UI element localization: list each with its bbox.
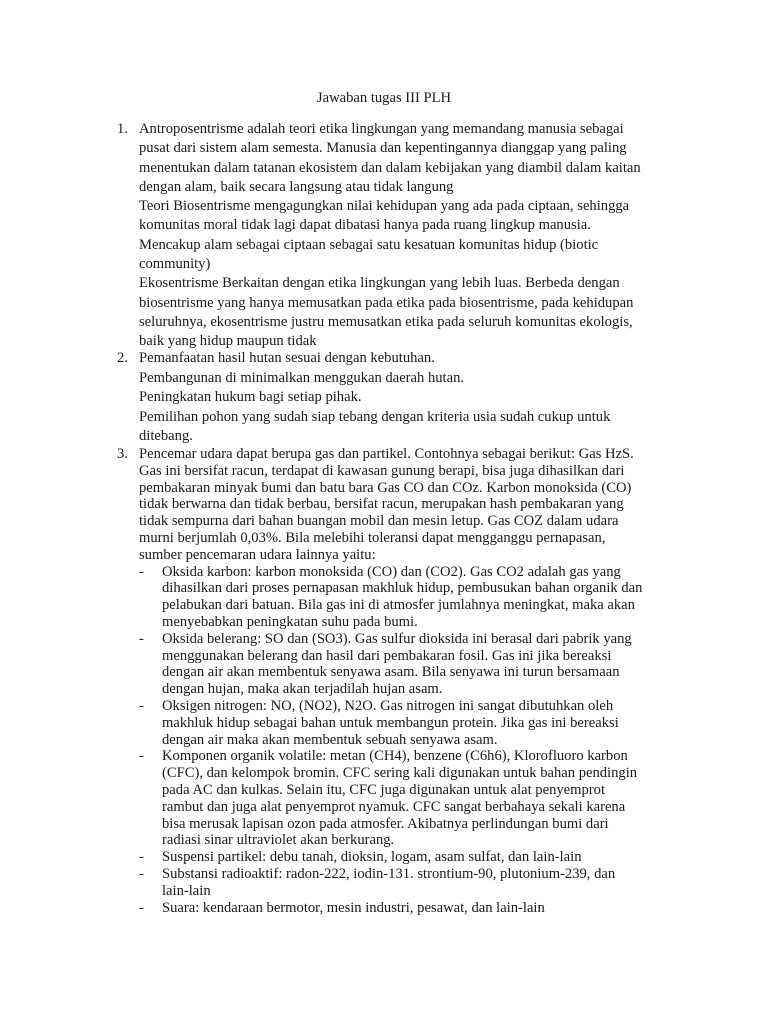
text-line: Pencemar udara dapat berupa gas dan partikel. Contohnya sebagai berikut: Gas HzS. — [139, 446, 634, 462]
paragraph-antroposentrisme — [139, 120, 679, 197]
text-line: Antroposentrisme adalah teori etika lingkungan yang memandang manusia sebagai — [139, 121, 624, 137]
item-3-body — [139, 446, 679, 916]
text-line: pelabukan dari batuan. Bila gas ini di atmosfer jumlahnya meningkat, maka akan — [162, 597, 635, 614]
text-line: Suspensi partikel: debu tanah, dioksin, logam, asam sulfat, dan lain-lain — [162, 849, 582, 866]
text-line: komunitas moral tidak lagi dapat dibatasi hanya pada ruang lingkup manusia. — [139, 217, 591, 234]
bullet-dash: - — [139, 630, 144, 647]
paragraph-ekosentrisme — [139, 274, 679, 351]
text-line: Teori Biosentrisme mengagungkan nilai kehidupan yang ada pada ciptaan, sehingga — [139, 198, 630, 215]
text-line: murni berjumlah 0,03%. Bila melebihi toleransi dapat mengganggu pernapasan, — [139, 529, 606, 546]
bullet-dash: - — [139, 899, 144, 916]
text-line: (CFC), dan kelompok bromin. CFC sering kali digunakan untuk bahan pendingin — [162, 765, 638, 782]
bullet-text — [162, 748, 682, 849]
text-line: pusat dari sistem alam semesta. Manusia dan kepentingannya dianggap yang paling — [139, 140, 627, 157]
text-line: menyebabkan peningkatan suhu pada bumi. — [162, 613, 418, 630]
text-line: Oksida karbon: karbon monoksida (CO) dan (CO2). Gas CO2 adalah gas yang — [162, 563, 621, 580]
item-number: 2. — [117, 350, 128, 366]
text-line: seluruhnya, ekosentrisme justru memusatkan etika pada seluruh komunitas ekologis, — [139, 313, 633, 330]
text-line: ditebang. — [139, 428, 193, 445]
text-line: menentukan dalam tatanan ekosistem dan dalam kebijakan yang diambil dalam kaitan — [139, 159, 641, 176]
text-line: dihasilkan dari proses pernapasan makhluk hidup, pembusukan bahan organik dan — [162, 580, 643, 597]
bullet-text — [162, 849, 682, 866]
text-line: Pemilihan pohon yang sudah siap tebang dengan kriteria usia sudah cukup untuk — [139, 408, 611, 425]
text-line: Pembangunan di minimalkan menggukan daerah hutan. — [139, 369, 465, 386]
item-2-body — [139, 349, 679, 447]
text-line: dengan alam, baik secara langsung atau tidak langung — [139, 178, 454, 195]
bullet-dash: - — [139, 849, 144, 866]
text-line: sumber pencemaran udara lainnya yaitu: — [139, 546, 376, 563]
text-line: baik yang hidup maupun tidak — [139, 333, 317, 350]
text-line: tidak berwarna dan tidak berbau, bersifat racun, merupakan hash pembakaran yang — [139, 496, 624, 513]
bullet-text — [162, 698, 682, 748]
text-line: radiasi sinar ultraviolet akan berkurang. — [162, 832, 395, 849]
text-line: Ekosentrisme Berkaitan dengan etika lingkungan yang lebih luas. Berbeda dengan — [139, 275, 620, 292]
text-line: dengan hujan, maka akan terjadilah hujan asam. — [162, 681, 443, 698]
text-line: Gas ini bersifat racun, terdapat di kawasan gunung berapi, bisa juga dihasilkan dari — [139, 462, 625, 479]
bullet-dash: - — [139, 698, 144, 714]
bullet-dash: - — [139, 866, 144, 882]
item-1-body — [139, 120, 679, 352]
text-line: Peningkatan hukum bagi setiap pihak. — [139, 389, 362, 406]
text-line: Oksida belerang: SO dan (SO3). Gas sulfur dioksida ini berasal dari pabrik yang — [162, 630, 632, 647]
bullet-dash: - — [139, 748, 144, 765]
bullet-text — [162, 866, 682, 900]
text-line: pada AC dan kulkas. Selain itu, CFC juga digunakan untuk alat penyemprot — [162, 781, 606, 798]
text-line: lain-lain — [162, 882, 211, 899]
text-line: Oksigen nitrogen: NO, (NO2), N2O. Gas nitrogen ini sangat dibutuhkan oleh — [162, 698, 614, 714]
document-title-text: Jawaban tugas III PLH — [316, 90, 452, 106]
bullet-text — [162, 900, 682, 917]
text-line: biosentrisme yang hanya memusatkan pada etika pada biosentrisme, pada kehidupan — [139, 294, 634, 311]
bullet-text — [162, 564, 682, 631]
bullet-dash: - — [139, 563, 144, 580]
text-line: pembakaran minyak bumi dan batu bara Gas CO dan COz. Karbon monoksida (CO) — [139, 479, 632, 496]
text-line: bisa merusak lapisan ozon pada atmosfer. Akibatnya perlindungan bumi dari — [162, 815, 609, 832]
text-line: dengan air maka akan membentuk sebuah senyawa asam. — [162, 731, 498, 748]
text-line: Komponen organik volatile: metan (CH4), benzene (C6h6), Klorofluoro karbon — [162, 748, 628, 765]
text-line: menggunakan belerang dan hasil dari pembakaran fosil. Gas ini jika bereaksi — [162, 647, 612, 664]
document-title — [0, 88, 768, 108]
paragraph-biosentrisme — [139, 197, 679, 274]
text-line: community) — [139, 256, 211, 273]
text-line: dengan air akan membentuk senyawa asam. Bila senyawa ini turun bersamaan — [162, 664, 620, 681]
item-number: 3. — [117, 446, 128, 462]
bullet-text — [162, 631, 682, 698]
text-line: makhluk hidup sebagai bahan untuk membangun protein. Jika gas ini bereaksi — [162, 714, 619, 731]
text-line: tidak sempurna dari bahan buangan mobil dan mesin letup. Gas COZ dalam udara — [139, 513, 619, 530]
paragraph-pencemar-udara — [139, 446, 679, 564]
text-line: Suara: kendaraan bermotor, mesin industri, pesawat, dan lain-lain — [162, 899, 545, 916]
text-line: Substansi radioaktif: radon-222, iodin-131. strontium-90, plutonium-239, dan — [162, 866, 616, 882]
text-line: Pemanfaatan hasil hutan sesuai dengan kebutuhan. — [139, 350, 435, 366]
item-number: 1. — [117, 121, 128, 137]
text-line: rambut dan juga alat penyemprot nyamuk. CFC sangat berbahaya sekali karena — [162, 798, 626, 815]
text-line: Mencakup alam sebagai ciptaan sebagai satu kesatuan komunitas hidup (biotic — [139, 236, 599, 253]
